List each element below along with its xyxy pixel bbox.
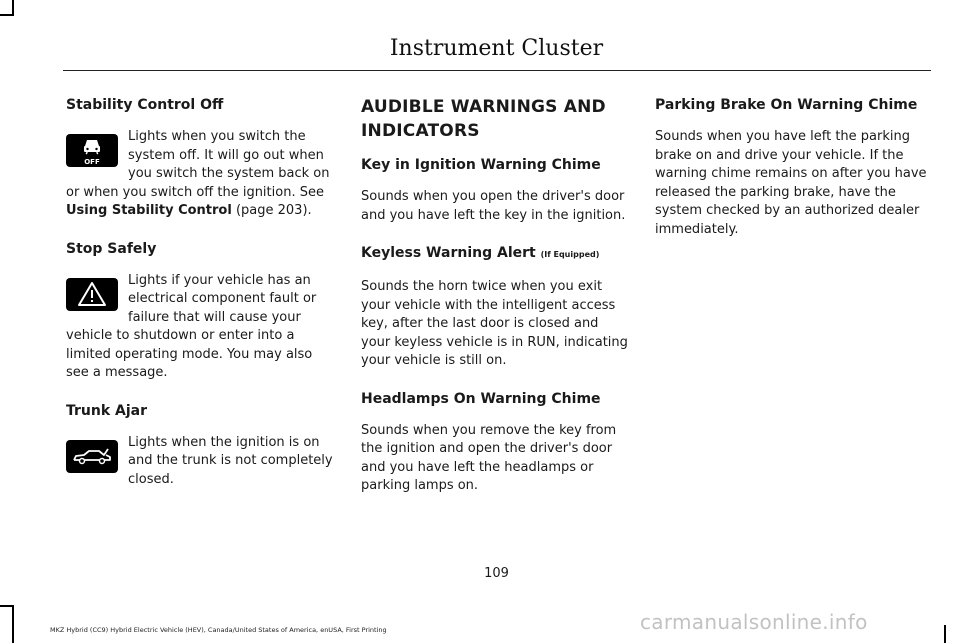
- warning-triangle-icon: [66, 278, 118, 311]
- column-left: [66, 95, 336, 507]
- stop-safely-section: [66, 272, 336, 401]
- trunk-ajar-section: [66, 434, 336, 508]
- trunk-ajar-text: Lights when the ignition is on and the trunk is not completely closed.: [128, 434, 333, 487]
- headlamps-text: Sounds when you remove the key from the ignition and open the driver's door and you have left the headlamps or parking lamps on.: [361, 422, 617, 493]
- footer-text: MKZ Hybrid (CC9) Hybrid Electric Vehicle (HEV), Canada/United States of America, enUSA, First Printing: [50, 626, 387, 634]
- stability-control-link: Using Stability Control: [66, 203, 232, 218]
- watermark: carmanualsonline.info: [640, 610, 868, 634]
- keyless-warning-heading: Keyless Warning Alert (If Equipped): [361, 245, 600, 261]
- headlamps-heading: Headlamps On Warning Chime: [361, 390, 601, 407]
- stability-control-off-heading: Stability Control Off: [66, 97, 224, 113]
- column-right: [655, 95, 928, 257]
- key-in-ignition-text: Sounds when you open the driver's door and you have left the key in the ignition.: [361, 189, 626, 223]
- parking-brake-heading: Parking Brake On Warning Chime: [655, 97, 918, 113]
- stability-control-off-icon: [66, 134, 118, 167]
- stability-control-off-section: [66, 128, 336, 239]
- if-equipped-label: (If Equipped): [540, 250, 600, 259]
- off-label: OFF: [84, 157, 100, 166]
- column-middle: [361, 95, 631, 514]
- trunk-ajar-icon: [66, 440, 118, 473]
- page-number: 109: [484, 566, 509, 581]
- crop-mark-bottom-right: [944, 625, 946, 643]
- header-rule: [63, 70, 931, 71]
- crop-mark-top-left-h: [0, 14, 14, 16]
- parking-brake-text: Sounds when you have left the parking brake on and drive your vehicle. If the warning chime remains on after you have released the parking brake, have the system checked by an authorized dealer immediately.: [655, 129, 927, 237]
- crop-mark-bottom-left: [12, 605, 14, 643]
- stop-safely-heading: Stop Safely: [66, 240, 157, 257]
- crop-mark-bottom-left-h: [0, 605, 14, 607]
- stop-safely-text: Lights if your vehicle has an electrical component fault or failure that will cause your vehicle to shutdown or enter into a limited operating mode. You may also see a message.: [66, 272, 317, 380]
- stability-control-off-text: Lights when you switch the system off. It will go out when you switch the system back on or when you switch off the ignition. See Using Stability Control (page 203).: [66, 129, 330, 218]
- page-title: Instrument Cluster: [389, 36, 604, 61]
- audible-warnings-heading: AUDIBLE WARNINGS AND INDICATORS: [361, 97, 606, 141]
- trunk-ajar-heading: Trunk Ajar: [66, 402, 148, 419]
- keyless-warning-text: Sounds the horn twice when you exit your vehicle with the intelligent access key, after the last door is closed and your keyless vehicle is in RUN, indicating your vehicle is still on.: [361, 279, 628, 368]
- key-in-ignition-heading: Key in Ignition Warning Chime: [361, 157, 601, 173]
